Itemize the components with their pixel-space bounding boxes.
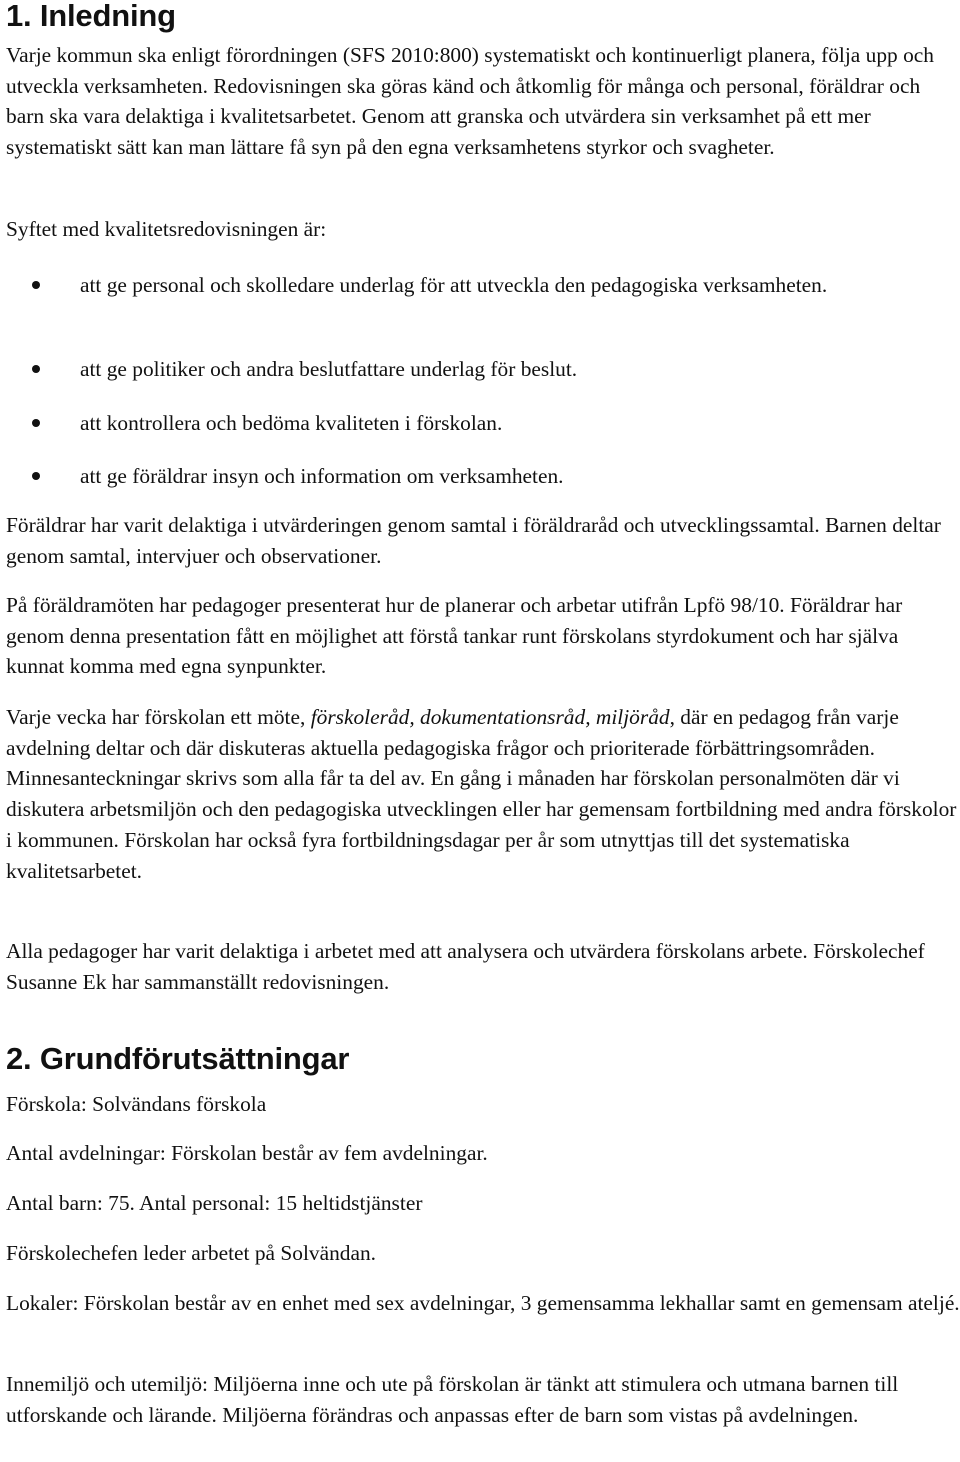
- children-staff-count: Antal barn: 75. Antal personal: 15 heltidstjänster: [6, 1191, 423, 1215]
- bullet-icon: [32, 419, 40, 427]
- list-item-text: att kontrollera och bedöma kvaliteten i förskolan.: [80, 411, 503, 435]
- list-item-text: att ge politiker och andra beslutfattare underlag för beslut.: [80, 357, 578, 381]
- leader-line: Förskolechefen leder arbetet på Solvändan.: [6, 1241, 377, 1265]
- list-item-text: att ge föräldrar insyn och information om verksamheten.: [80, 464, 564, 488]
- weekly-councils: förskoleråd, dokumentationsråd, miljöråd: [310, 705, 670, 729]
- list-item: [6, 461, 906, 492]
- list-item: [6, 354, 906, 385]
- bullet-icon: [32, 281, 40, 289]
- school-name: Förskola: Solvändans förskola: [6, 1092, 267, 1116]
- weekly-text-start: Varje vecka har förskolan ett möte,: [6, 705, 311, 729]
- section-heading-grundforutsattningar: 2. Grundförutsättningar: [6, 1041, 350, 1076]
- bullet-icon: [32, 472, 40, 480]
- premises-paragraph: Lokaler: Förskolan består av en enhet med sex avdelningar, 3 gemensamma lekhallar samt en gemensam ateljé.: [6, 1291, 960, 1315]
- all-educators-paragraph: Alla pedagoger har varit delaktiga i arbetet med att analysera och utvärdera förskolans arbete. Förskolechef Susanne Ek har sammanställt redovisningen.: [6, 939, 925, 994]
- environment-paragraph: Innemiljö och utemiljö: Miljöerna inne och ute på förskolan är tänkt att stimulera och utmana barnen till utforskande och lärande. Miljöerna förändras och anpassas efter de barn som vistas på avdelningen.: [6, 1372, 899, 1427]
- purpose-lead: Syftet med kvalitetsredovisningen är:: [6, 217, 327, 241]
- meetings-paragraph: På föräldramöten har pedagoger presenterat hur de planerar och arbetar utifrån Lpfö 98/10. Föräldrar har genom denna presentation fått en möjlighet att förstå tankar runt förskolans styrdokument och har själva kunnat komma med egna synpunkter.: [6, 593, 903, 679]
- department-count: Antal avdelningar: Förskolan består av fem avdelningar.: [6, 1141, 488, 1165]
- intro-paragraph: Varje kommun ska enligt förordningen (SFS 2010:800) systematiskt och kontinuerligt planera, följa upp och utveckla verksamheten. Redovisningen ska göras känd och åtkomlig för många och personal, föräldrar och barn ska vara delaktiga i kvalitetsarbetet. Genom att granska och utvärdera sin verksamhet på ett mer systematiskt sätt kan man lättare få syn på den egna verksamhetens styrkor och svagheter.: [6, 43, 934, 160]
- weekly-paragraph: [6, 702, 960, 886]
- parents-paragraph: Föräldrar har varit delaktiga i utvärderingen genom samtal i föräldraråd och utvecklingssamtal. Barnen deltar genom samtal, intervjuer och observationer.: [6, 513, 941, 568]
- section-heading-inledning: 1. Inledning: [6, 0, 176, 33]
- list-item: [6, 408, 906, 439]
- weekly-text-rest: , där en pedagog från varje avdelning deltar och där diskuteras aktuella pedagogiska frågor och prioriterade förbättringsområden. Minnesanteckningar skrivs som alla får ta del av. En gång i månaden har förskolan personalmöten där vi diskutera arbetsmiljön och den pedagogiska utvecklingen eller har gemensam fortbildning med andra förskolor i kommunen. Förskolan har också fyra fortbildningsdagar per år som utnyttjas till det systematiska kvalitetsarbetet.: [6, 705, 957, 883]
- list-item-text: att ge personal och skolledare underlag för att utveckla den pedagogiska verksamheten.: [80, 273, 828, 297]
- list-item: [6, 270, 906, 301]
- bullet-icon: [32, 365, 40, 373]
